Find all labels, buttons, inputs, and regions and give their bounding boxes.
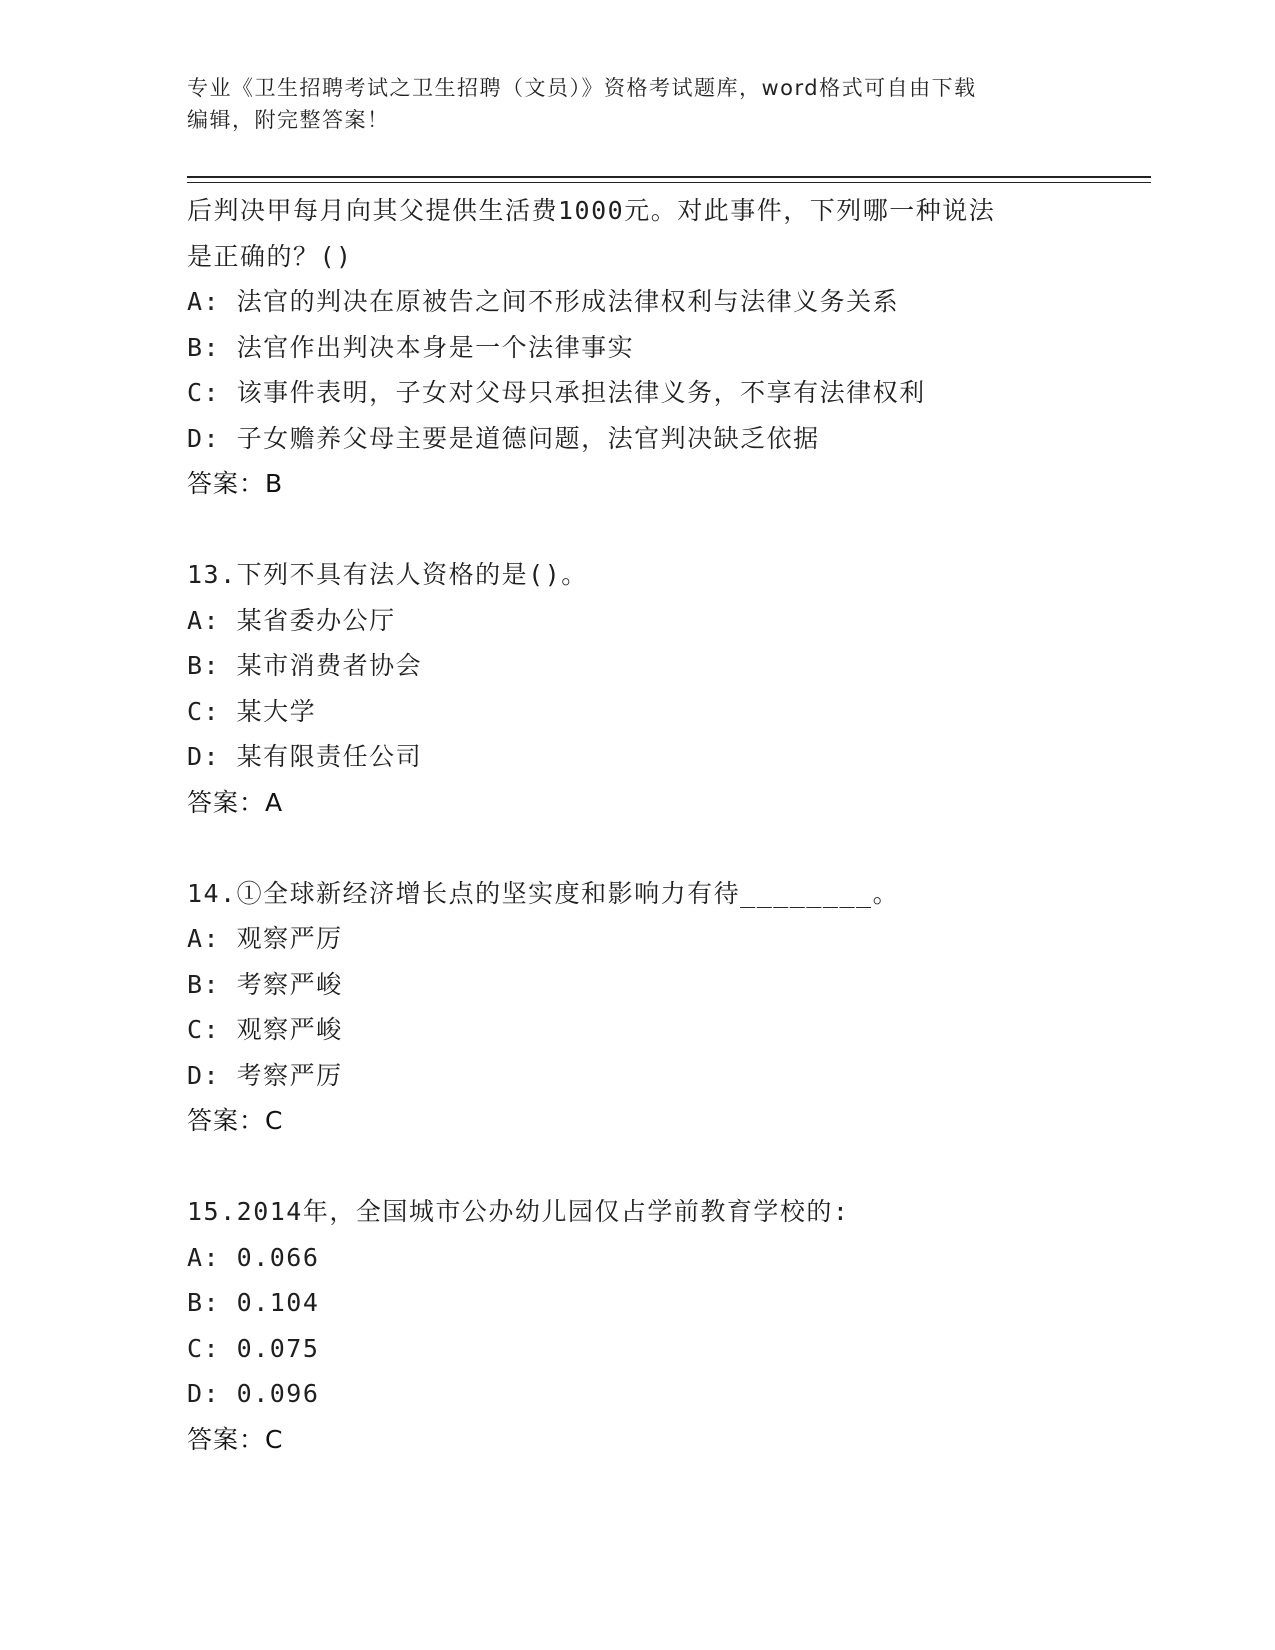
answer-line: 答案：C [187, 1424, 284, 1454]
question-12-continued [187, 188, 1127, 507]
header-line-1: 专业《卫生招聘考试之卫生招聘（文员）》资格考试题库，word格式可自由下载 [187, 76, 977, 100]
spacer [187, 1144, 1127, 1190]
spacer [187, 825, 1127, 871]
option-d: D: 某有限责任公司 [187, 742, 423, 771]
option-b: B: 考察严峻 [187, 969, 343, 999]
question-stem-line: 后判决甲每月向其父提供生活费1000元。对此事件，下列哪一种说法 [187, 196, 996, 225]
question-14 [187, 871, 1127, 1144]
question-stem: 15.2014年，全国城市公办幼儿园仅占学前教育学校的: [187, 1197, 850, 1226]
question-stem: 14.①全球新经济增长点的坚实度和影响力有待________。 [187, 878, 900, 908]
document-body [187, 188, 1127, 1462]
document-header [187, 72, 1087, 136]
option-d: D: 0.096 [187, 1379, 320, 1408]
option-a: A: 0.066 [187, 1242, 320, 1272]
option-c: C: 0.075 [187, 1333, 320, 1363]
option-b: B: 0.104 [187, 1288, 320, 1317]
option-d: D: 考察严厉 [187, 1060, 343, 1090]
option-c: C: 某大学 [187, 696, 317, 726]
option-c: C: 该事件表明，子女对父母只承担法律义务，不享有法律权利 [187, 378, 926, 407]
option-b: B: 某市消费者协会 [187, 651, 423, 680]
header-divider-thin [187, 182, 1151, 183]
option-c: C: 观察严峻 [187, 1015, 343, 1044]
question-13 [187, 552, 1127, 825]
option-a: A: 某省委办公厅 [187, 605, 396, 635]
answer-line: 答案：A [187, 787, 284, 817]
answer-line: 答案：B [187, 469, 284, 498]
question-stem-line: 是正确的？() [187, 241, 353, 271]
option-d: D: 子女赡养父母主要是道德问题，法官判决缺乏依据 [187, 423, 820, 453]
question-15 [187, 1189, 1127, 1462]
header-divider-thick [187, 176, 1151, 178]
answer-line: 答案：C [187, 1106, 284, 1135]
option-a: A: 观察严厉 [187, 924, 343, 953]
question-stem: 13.下列不具有法人资格的是()。 [187, 560, 588, 589]
option-a: A: 法官的判决在原被告之间不形成法律权利与法律义务关系 [187, 287, 900, 316]
option-b: B: 法官作出判决本身是一个法律事实 [187, 332, 635, 362]
header-line-2: 编辑，附完整答案！ [187, 108, 390, 132]
spacer [187, 507, 1127, 553]
